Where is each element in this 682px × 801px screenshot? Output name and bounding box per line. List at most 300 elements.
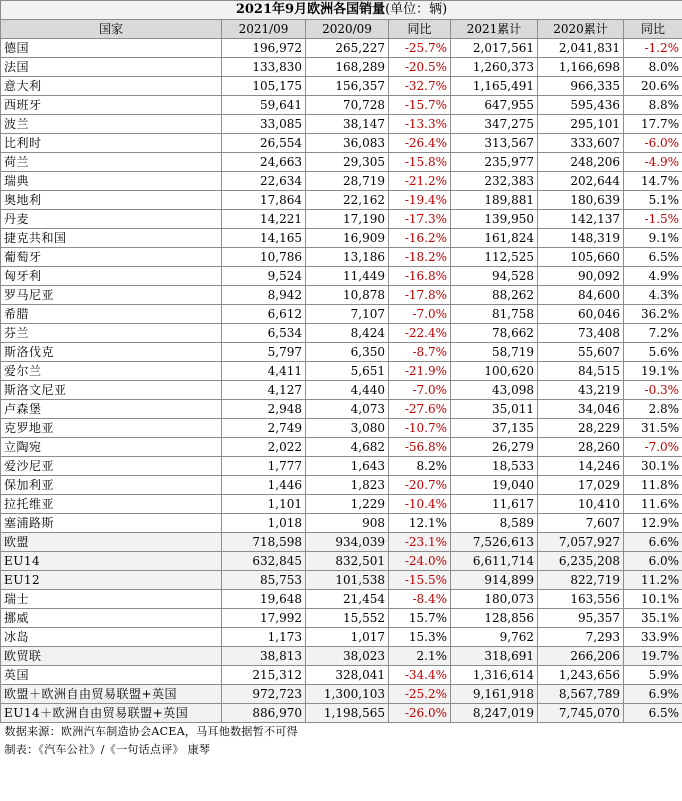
cell-sales-2021-09: 9,524 xyxy=(222,267,306,286)
cell-ytd-2021: 78,662 xyxy=(451,324,538,343)
cell-ytd-2020: 60,046 xyxy=(538,305,624,324)
table-row xyxy=(1,210,682,229)
table-row xyxy=(1,172,682,191)
cell-sales-2020-09: 22,162 xyxy=(306,191,389,210)
cell-ytd-2020: 28,229 xyxy=(538,419,624,438)
cell-yoy-ytd: -7.0% xyxy=(624,438,682,457)
cell-country: 斯洛文尼亚 xyxy=(1,381,222,400)
cell-sales-2021-09: 4,127 xyxy=(222,381,306,400)
cell-ytd-2021: 313,567 xyxy=(451,134,538,153)
cell-yoy-month: -32.7% xyxy=(389,77,451,96)
cell-ytd-2020: 1,166,698 xyxy=(538,58,624,77)
cell-country: EU14 xyxy=(1,552,222,571)
col-header-country: 国家 xyxy=(1,20,222,39)
cell-yoy-month: -20.5% xyxy=(389,58,451,77)
table-row xyxy=(1,191,682,210)
cell-ytd-2021: 2,017,561 xyxy=(451,39,538,58)
cell-yoy-ytd: 6.5% xyxy=(624,248,682,267)
cell-sales-2020-09: 70,728 xyxy=(306,96,389,115)
cell-ytd-2020: 163,556 xyxy=(538,590,624,609)
cell-country: 拉托维亚 xyxy=(1,495,222,514)
cell-country: 爱尔兰 xyxy=(1,362,222,381)
table-row xyxy=(1,609,682,628)
cell-sales-2020-09: 7,107 xyxy=(306,305,389,324)
cell-yoy-month: -19.4% xyxy=(389,191,451,210)
table-row xyxy=(1,400,682,419)
cell-ytd-2020: 34,046 xyxy=(538,400,624,419)
cell-sales-2020-09: 5,651 xyxy=(306,362,389,381)
cell-sales-2021-09: 14,221 xyxy=(222,210,306,229)
cell-ytd-2020: 43,219 xyxy=(538,381,624,400)
cell-ytd-2021: 37,135 xyxy=(451,419,538,438)
cell-sales-2020-09: 832,501 xyxy=(306,552,389,571)
cell-ytd-2020: 55,607 xyxy=(538,343,624,362)
col-header-2020-ytd: 2020累计 xyxy=(538,20,624,39)
cell-sales-2020-09: 1,229 xyxy=(306,495,389,514)
cell-yoy-ytd: 35.1% xyxy=(624,609,682,628)
cell-country: 波兰 xyxy=(1,115,222,134)
cell-yoy-ytd: 20.6% xyxy=(624,77,682,96)
cell-ytd-2021: 1,165,491 xyxy=(451,77,538,96)
cell-ytd-2021: 9,161,918 xyxy=(451,685,538,704)
cell-sales-2020-09: 265,227 xyxy=(306,39,389,58)
cell-yoy-ytd: -1.2% xyxy=(624,39,682,58)
cell-ytd-2020: 822,719 xyxy=(538,571,624,590)
table-row xyxy=(1,552,682,571)
table-row xyxy=(1,571,682,590)
cell-country: 冰岛 xyxy=(1,628,222,647)
table-row xyxy=(1,514,682,533)
cell-ytd-2020: 105,660 xyxy=(538,248,624,267)
cell-sales-2021-09: 2,022 xyxy=(222,438,306,457)
cell-yoy-month: -18.2% xyxy=(389,248,451,267)
cell-sales-2021-09: 718,598 xyxy=(222,533,306,552)
cell-ytd-2021: 8,589 xyxy=(451,514,538,533)
cell-yoy-ytd: -6.0% xyxy=(624,134,682,153)
table-row xyxy=(1,666,682,685)
cell-sales-2021-09: 1,777 xyxy=(222,457,306,476)
cell-sales-2021-09: 17,992 xyxy=(222,609,306,628)
cell-yoy-ytd: 7.2% xyxy=(624,324,682,343)
cell-country: 爱沙尼亚 xyxy=(1,457,222,476)
cell-country: EU14＋欧洲自由贸易联盟+英国 xyxy=(1,704,222,723)
table-row xyxy=(1,362,682,381)
cell-ytd-2020: 266,206 xyxy=(538,647,624,666)
cell-yoy-month: -10.4% xyxy=(389,495,451,514)
cell-yoy-ytd: 6.0% xyxy=(624,552,682,571)
cell-ytd-2021: 35,011 xyxy=(451,400,538,419)
cell-ytd-2021: 161,824 xyxy=(451,229,538,248)
cell-sales-2021-09: 10,786 xyxy=(222,248,306,267)
cell-ytd-2020: 6,235,208 xyxy=(538,552,624,571)
cell-ytd-2021: 43,098 xyxy=(451,381,538,400)
cell-yoy-month: 12.1% xyxy=(389,514,451,533)
cell-yoy-ytd: 5.9% xyxy=(624,666,682,685)
cell-yoy-ytd: 19.1% xyxy=(624,362,682,381)
cell-sales-2021-09: 215,312 xyxy=(222,666,306,685)
cell-country: 法国 xyxy=(1,58,222,77)
cell-sales-2020-09: 1,017 xyxy=(306,628,389,647)
cell-sales-2021-09: 6,612 xyxy=(222,305,306,324)
cell-country: 匈牙利 xyxy=(1,267,222,286)
cell-yoy-month: 2.1% xyxy=(389,647,451,666)
cell-sales-2021-09: 133,830 xyxy=(222,58,306,77)
cell-sales-2020-09: 4,440 xyxy=(306,381,389,400)
cell-yoy-month: -15.8% xyxy=(389,153,451,172)
cell-yoy-ytd: 8.0% xyxy=(624,58,682,77)
cell-ytd-2021: 94,528 xyxy=(451,267,538,286)
cell-sales-2021-09: 14,165 xyxy=(222,229,306,248)
cell-yoy-ytd: 5.6% xyxy=(624,343,682,362)
cell-ytd-2021: 1,316,614 xyxy=(451,666,538,685)
cell-country: 瑞士 xyxy=(1,590,222,609)
cell-ytd-2021: 7,526,613 xyxy=(451,533,538,552)
cell-sales-2020-09: 17,190 xyxy=(306,210,389,229)
cell-yoy-month: 15.7% xyxy=(389,609,451,628)
title-text: 2021年9月欧洲各国销量 xyxy=(235,2,386,17)
table-row xyxy=(1,685,682,704)
cell-yoy-ytd: 31.5% xyxy=(624,419,682,438)
cell-yoy-ytd: 36.2% xyxy=(624,305,682,324)
table-row xyxy=(1,457,682,476)
cell-ytd-2021: 100,620 xyxy=(451,362,538,381)
cell-ytd-2021: 235,977 xyxy=(451,153,538,172)
cell-yoy-ytd: 2.8% xyxy=(624,400,682,419)
cell-country: 芬兰 xyxy=(1,324,222,343)
cell-sales-2021-09: 1,101 xyxy=(222,495,306,514)
cell-yoy-ytd: 6.6% xyxy=(624,533,682,552)
cell-ytd-2020: 180,639 xyxy=(538,191,624,210)
cell-yoy-month: -15.7% xyxy=(389,96,451,115)
cell-ytd-2020: 595,436 xyxy=(538,96,624,115)
table-row xyxy=(1,381,682,400)
cell-ytd-2020: 148,319 xyxy=(538,229,624,248)
table-row xyxy=(1,305,682,324)
cell-ytd-2021: 8,247,019 xyxy=(451,704,538,723)
table-row xyxy=(1,590,682,609)
table-row xyxy=(1,267,682,286)
cell-sales-2021-09: 1,173 xyxy=(222,628,306,647)
table-row xyxy=(1,419,682,438)
cell-sales-2020-09: 934,039 xyxy=(306,533,389,552)
cell-sales-2021-09: 22,634 xyxy=(222,172,306,191)
cell-ytd-2021: 647,955 xyxy=(451,96,538,115)
cell-ytd-2020: 90,092 xyxy=(538,267,624,286)
cell-yoy-month: -34.4% xyxy=(389,666,451,685)
cell-yoy-month: -21.9% xyxy=(389,362,451,381)
cell-ytd-2021: 112,525 xyxy=(451,248,538,267)
cell-sales-2021-09: 2,948 xyxy=(222,400,306,419)
cell-yoy-ytd: 11.6% xyxy=(624,495,682,514)
cell-country: 欧盟＋欧洲自由贸易联盟+英国 xyxy=(1,685,222,704)
cell-country: 保加利亚 xyxy=(1,476,222,495)
table-row xyxy=(1,533,682,552)
cell-ytd-2020: 84,515 xyxy=(538,362,624,381)
cell-yoy-ytd: 4.3% xyxy=(624,286,682,305)
table-row xyxy=(1,77,682,96)
cell-sales-2021-09: 972,723 xyxy=(222,685,306,704)
cell-sales-2020-09: 6,350 xyxy=(306,343,389,362)
cell-sales-2021-09: 24,663 xyxy=(222,153,306,172)
cell-sales-2021-09: 6,534 xyxy=(222,324,306,343)
table-row xyxy=(1,229,682,248)
cell-sales-2021-09: 26,554 xyxy=(222,134,306,153)
cell-sales-2020-09: 38,147 xyxy=(306,115,389,134)
cell-sales-2021-09: 85,753 xyxy=(222,571,306,590)
cell-sales-2021-09: 38,813 xyxy=(222,647,306,666)
cell-yoy-ytd: 4.9% xyxy=(624,267,682,286)
cell-sales-2020-09: 16,909 xyxy=(306,229,389,248)
cell-yoy-month: -13.3% xyxy=(389,115,451,134)
cell-sales-2020-09: 156,357 xyxy=(306,77,389,96)
table-row xyxy=(1,39,682,58)
cell-yoy-ytd: 10.1% xyxy=(624,590,682,609)
cell-ytd-2020: 248,206 xyxy=(538,153,624,172)
table-row xyxy=(1,495,682,514)
cell-yoy-month: -15.5% xyxy=(389,571,451,590)
cell-sales-2021-09: 17,864 xyxy=(222,191,306,210)
cell-sales-2020-09: 28,719 xyxy=(306,172,389,191)
cell-sales-2020-09: 21,454 xyxy=(306,590,389,609)
cell-country: 罗马尼亚 xyxy=(1,286,222,305)
cell-ytd-2020: 17,029 xyxy=(538,476,624,495)
table-row xyxy=(1,476,682,495)
cell-yoy-month: -10.7% xyxy=(389,419,451,438)
cell-sales-2021-09: 1,446 xyxy=(222,476,306,495)
table-row xyxy=(1,153,682,172)
cell-country: 奥地利 xyxy=(1,191,222,210)
cell-ytd-2020: 333,607 xyxy=(538,134,624,153)
cell-country: 德国 xyxy=(1,39,222,58)
cell-sales-2021-09: 886,970 xyxy=(222,704,306,723)
cell-sales-2021-09: 4,411 xyxy=(222,362,306,381)
table-title xyxy=(1,1,682,20)
cell-yoy-month: -25.2% xyxy=(389,685,451,704)
cell-yoy-month: -26.4% xyxy=(389,134,451,153)
cell-sales-2021-09: 59,641 xyxy=(222,96,306,115)
cell-ytd-2020: 28,260 xyxy=(538,438,624,457)
cell-yoy-month: -56.8% xyxy=(389,438,451,457)
cell-country: 比利时 xyxy=(1,134,222,153)
table-row xyxy=(1,96,682,115)
cell-country: 捷克共和国 xyxy=(1,229,222,248)
cell-sales-2020-09: 1,300,103 xyxy=(306,685,389,704)
header-row xyxy=(1,20,682,39)
cell-ytd-2020: 10,410 xyxy=(538,495,624,514)
cell-ytd-2020: 7,745,070 xyxy=(538,704,624,723)
cell-sales-2020-09: 38,023 xyxy=(306,647,389,666)
cell-ytd-2021: 88,262 xyxy=(451,286,538,305)
cell-ytd-2020: 84,600 xyxy=(538,286,624,305)
cell-yoy-ytd: 33.9% xyxy=(624,628,682,647)
table-row xyxy=(1,286,682,305)
cell-yoy-month: -7.0% xyxy=(389,381,451,400)
cell-yoy-ytd: 9.1% xyxy=(624,229,682,248)
cell-ytd-2021: 19,040 xyxy=(451,476,538,495)
cell-yoy-month: -16.2% xyxy=(389,229,451,248)
cell-ytd-2020: 7,293 xyxy=(538,628,624,647)
cell-yoy-month: -16.8% xyxy=(389,267,451,286)
cell-sales-2020-09: 328,041 xyxy=(306,666,389,685)
cell-sales-2021-09: 8,942 xyxy=(222,286,306,305)
cell-yoy-month: -27.6% xyxy=(389,400,451,419)
cell-yoy-month: -23.1% xyxy=(389,533,451,552)
cell-ytd-2021: 26,279 xyxy=(451,438,538,457)
cell-sales-2020-09: 15,552 xyxy=(306,609,389,628)
cell-ytd-2021: 139,950 xyxy=(451,210,538,229)
table-row xyxy=(1,438,682,457)
cell-yoy-month: 8.2% xyxy=(389,457,451,476)
cell-sales-2020-09: 4,682 xyxy=(306,438,389,457)
cell-yoy-ytd: 5.1% xyxy=(624,191,682,210)
table-row xyxy=(1,324,682,343)
title-unit: (单位：辆) xyxy=(385,2,448,17)
cell-country: 欧盟 xyxy=(1,533,222,552)
table-row xyxy=(1,628,682,647)
cell-ytd-2021: 189,881 xyxy=(451,191,538,210)
cell-ytd-2021: 347,275 xyxy=(451,115,538,134)
cell-ytd-2020: 1,243,656 xyxy=(538,666,624,685)
cell-country: 希腊 xyxy=(1,305,222,324)
cell-yoy-month: -24.0% xyxy=(389,552,451,571)
cell-yoy-month: -20.7% xyxy=(389,476,451,495)
cell-country: 克罗地亚 xyxy=(1,419,222,438)
cell-sales-2020-09: 1,823 xyxy=(306,476,389,495)
cell-country: 卢森堡 xyxy=(1,400,222,419)
cell-yoy-ytd: 8.8% xyxy=(624,96,682,115)
cell-sales-2021-09: 632,845 xyxy=(222,552,306,571)
source-note: 数据来源：欧洲汽车制造协会ACEA，马耳他数据暂不可得 xyxy=(4,725,298,738)
cell-yoy-month: -7.0% xyxy=(389,305,451,324)
cell-yoy-month: -8.4% xyxy=(389,590,451,609)
cell-ytd-2020: 142,137 xyxy=(538,210,624,229)
cell-country: 丹麦 xyxy=(1,210,222,229)
cell-ytd-2020: 202,644 xyxy=(538,172,624,191)
cell-ytd-2020: 14,246 xyxy=(538,457,624,476)
cell-ytd-2021: 11,617 xyxy=(451,495,538,514)
cell-sales-2021-09: 2,749 xyxy=(222,419,306,438)
cell-yoy-ytd: 12.9% xyxy=(624,514,682,533)
cell-sales-2020-09: 4,073 xyxy=(306,400,389,419)
cell-sales-2021-09: 5,797 xyxy=(222,343,306,362)
cell-yoy-ytd: 14.7% xyxy=(624,172,682,191)
cell-sales-2020-09: 1,643 xyxy=(306,457,389,476)
cell-ytd-2021: 81,758 xyxy=(451,305,538,324)
cell-yoy-ytd: 6.9% xyxy=(624,685,682,704)
col-header-yoy-month: 同比 xyxy=(389,20,451,39)
cell-yoy-month: -17.8% xyxy=(389,286,451,305)
col-header-2021-ytd: 2021累计 xyxy=(451,20,538,39)
col-header-2021-09: 2021/09 xyxy=(222,20,306,39)
cell-ytd-2021: 1,260,373 xyxy=(451,58,538,77)
cell-country: 挪威 xyxy=(1,609,222,628)
cell-country: 西班牙 xyxy=(1,96,222,115)
cell-sales-2020-09: 11,449 xyxy=(306,267,389,286)
cell-sales-2020-09: 8,424 xyxy=(306,324,389,343)
cell-ytd-2021: 6,611,714 xyxy=(451,552,538,571)
cell-yoy-month: -8.7% xyxy=(389,343,451,362)
cell-sales-2020-09: 29,305 xyxy=(306,153,389,172)
cell-ytd-2020: 73,408 xyxy=(538,324,624,343)
cell-yoy-ytd: 30.1% xyxy=(624,457,682,476)
cell-yoy-ytd: -4.9% xyxy=(624,153,682,172)
table-row xyxy=(1,58,682,77)
cell-yoy-ytd: 11.8% xyxy=(624,476,682,495)
cell-yoy-month: -22.4% xyxy=(389,324,451,343)
cell-ytd-2021: 180,073 xyxy=(451,590,538,609)
cell-country: 欧贸联 xyxy=(1,647,222,666)
cell-ytd-2021: 232,383 xyxy=(451,172,538,191)
cell-sales-2021-09: 105,175 xyxy=(222,77,306,96)
cell-yoy-month: -17.3% xyxy=(389,210,451,229)
table-row xyxy=(1,248,682,267)
table-row xyxy=(1,647,682,666)
cell-yoy-ytd: -1.5% xyxy=(624,210,682,229)
cell-ytd-2020: 8,567,789 xyxy=(538,685,624,704)
cell-sales-2020-09: 36,083 xyxy=(306,134,389,153)
cell-country: EU12 xyxy=(1,571,222,590)
cell-ytd-2020: 966,335 xyxy=(538,77,624,96)
cell-ytd-2020: 7,057,927 xyxy=(538,533,624,552)
table-row xyxy=(1,134,682,153)
table-row xyxy=(1,343,682,362)
col-header-yoy-ytd: 同比 xyxy=(624,20,682,39)
table-row xyxy=(1,115,682,134)
cell-ytd-2020: 95,357 xyxy=(538,609,624,628)
cell-sales-2020-09: 10,878 xyxy=(306,286,389,305)
cell-yoy-ytd: -0.3% xyxy=(624,381,682,400)
cell-sales-2020-09: 168,289 xyxy=(306,58,389,77)
author-note: 制表：《汽车公社》/《一句话点评》 康琴 xyxy=(4,743,211,756)
cell-country: 瑞典 xyxy=(1,172,222,191)
cell-yoy-ytd: 6.5% xyxy=(624,704,682,723)
cell-country: 斯洛伐克 xyxy=(1,343,222,362)
cell-sales-2020-09: 908 xyxy=(306,514,389,533)
cell-sales-2021-09: 196,972 xyxy=(222,39,306,58)
cell-yoy-ytd: 17.7% xyxy=(624,115,682,134)
cell-ytd-2020: 7,607 xyxy=(538,514,624,533)
cell-country: 荷兰 xyxy=(1,153,222,172)
cell-yoy-ytd: 19.7% xyxy=(624,647,682,666)
cell-yoy-month: -25.7% xyxy=(389,39,451,58)
cell-ytd-2021: 318,691 xyxy=(451,647,538,666)
cell-sales-2021-09: 33,085 xyxy=(222,115,306,134)
cell-yoy-month: 15.3% xyxy=(389,628,451,647)
table-body xyxy=(1,39,682,723)
cell-sales-2021-09: 1,018 xyxy=(222,514,306,533)
col-header-2020-09: 2020/09 xyxy=(306,20,389,39)
cell-country: 葡萄牙 xyxy=(1,248,222,267)
cell-country: 英国 xyxy=(1,666,222,685)
cell-country: 意大利 xyxy=(1,77,222,96)
cell-sales-2020-09: 13,186 xyxy=(306,248,389,267)
cell-yoy-ytd: 11.2% xyxy=(624,571,682,590)
cell-ytd-2021: 18,533 xyxy=(451,457,538,476)
cell-ytd-2021: 914,899 xyxy=(451,571,538,590)
cell-yoy-month: -21.2% xyxy=(389,172,451,191)
cell-ytd-2020: 2,041,831 xyxy=(538,39,624,58)
cell-ytd-2021: 9,762 xyxy=(451,628,538,647)
cell-ytd-2021: 58,719 xyxy=(451,343,538,362)
table-row xyxy=(1,704,682,723)
cell-ytd-2020: 295,101 xyxy=(538,115,624,134)
cell-sales-2020-09: 101,538 xyxy=(306,571,389,590)
cell-ytd-2021: 128,856 xyxy=(451,609,538,628)
cell-yoy-month: -26.0% xyxy=(389,704,451,723)
cell-country: 立陶宛 xyxy=(1,438,222,457)
cell-country: 塞浦路斯 xyxy=(1,514,222,533)
cell-sales-2021-09: 19,648 xyxy=(222,590,306,609)
